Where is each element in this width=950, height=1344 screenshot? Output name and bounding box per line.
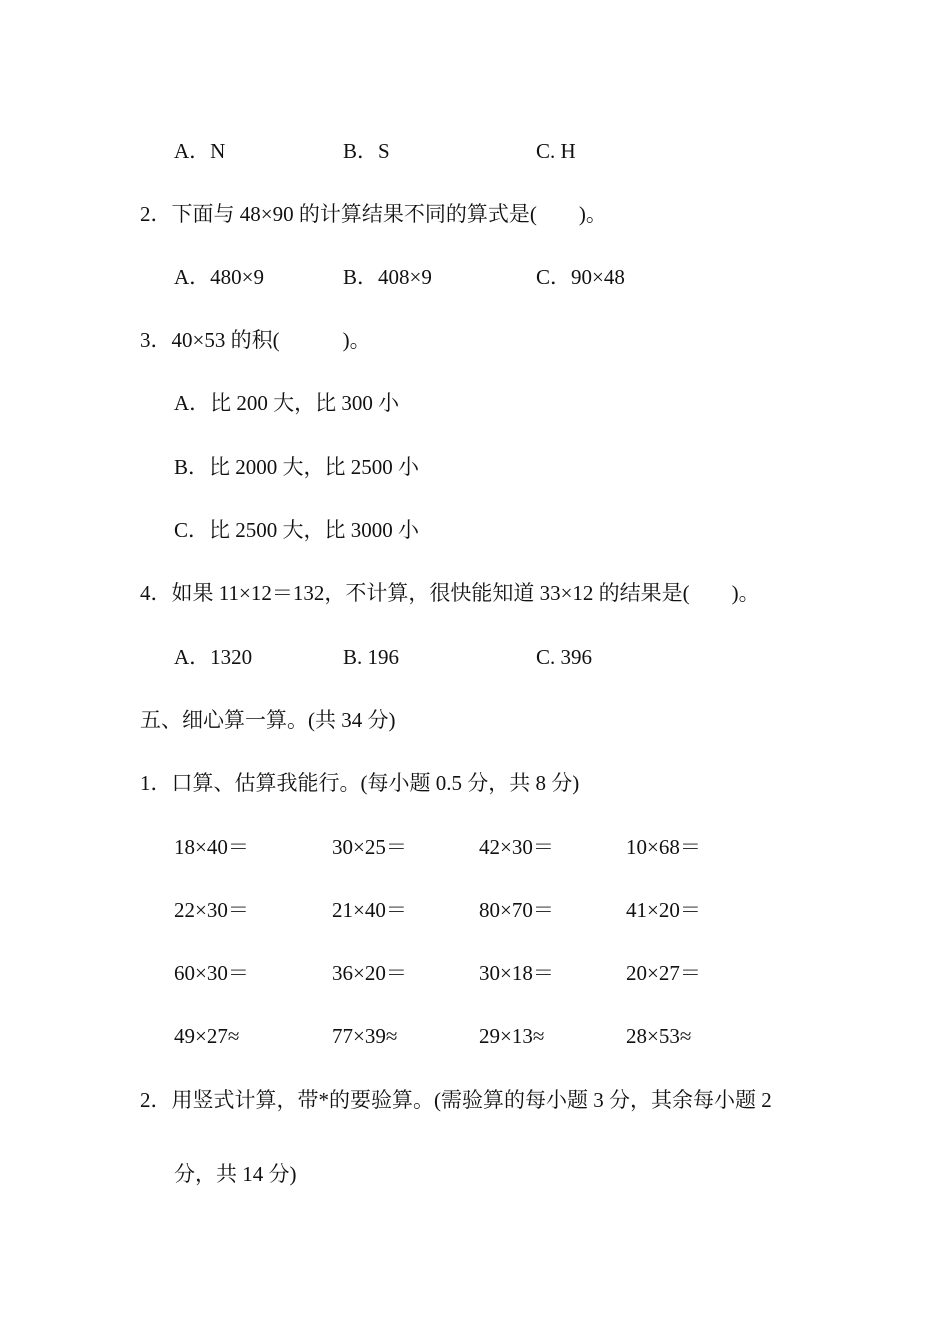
q3-option-c: C．比 2500 大，比 3000 小 <box>174 518 420 542</box>
estimate-item: 28×53≈ <box>626 1024 692 1048</box>
calc-item: 10×68＝ <box>626 835 701 859</box>
section5-heading: 五、细心算一算。(共 34 分) <box>140 708 396 732</box>
section5-part2-title-cont: 分，共 14 分) <box>174 1162 297 1186</box>
calc-item: 42×30＝ <box>479 835 554 859</box>
q3-option-b: B．比 2000 大，比 2500 小 <box>174 455 420 479</box>
q2-option-b: B．408×9 <box>343 265 432 289</box>
q4-stem: 4．如果 11×12＝132，不计算，很快能知道 33×12 的结果是( )。 <box>140 581 760 605</box>
calc-item: 22×30＝ <box>174 898 249 922</box>
calc-item: 41×20＝ <box>626 898 701 922</box>
q2-option-a: A．480×9 <box>174 265 265 289</box>
q2-option-c: C．90×48 <box>536 265 625 289</box>
calc-item: 80×70＝ <box>479 898 554 922</box>
calc-item: 21×40＝ <box>332 898 407 922</box>
estimate-item: 49×27≈ <box>174 1024 240 1048</box>
section5-part1-title: 1．口算、估算我能行。(每小题 0.5 分，共 8 分) <box>140 771 580 795</box>
calc-item: 60×30＝ <box>174 961 249 985</box>
q2-stem: 2．下面与 48×90 的计算结果不同的算式是( )。 <box>140 202 607 226</box>
calc-item: 30×25＝ <box>332 835 407 859</box>
q1-option-b: B．S <box>343 139 390 163</box>
q4-option-c: C. 396 <box>536 645 593 669</box>
q1-option-a: A．N <box>174 139 226 163</box>
q3-stem: 3．40×53 的积( )。 <box>140 328 371 352</box>
q1-option-c: C. H <box>536 139 576 163</box>
estimate-item: 77×39≈ <box>332 1024 398 1048</box>
q4-option-a: A．1320 <box>174 645 253 669</box>
q4-option-b: B. 196 <box>343 645 400 669</box>
calc-item: 30×18＝ <box>479 961 554 985</box>
estimate-item: 29×13≈ <box>479 1024 545 1048</box>
q3-option-a: A．比 200 大，比 300 小 <box>174 391 400 415</box>
calc-item: 20×27＝ <box>626 961 701 985</box>
calc-item: 18×40＝ <box>174 835 249 859</box>
section5-part2-title: 2．用竖式计算，带*的要验算。(需验算的每小题 3 分，其余每小题 2 <box>140 1088 772 1112</box>
calc-item: 36×20＝ <box>332 961 407 985</box>
